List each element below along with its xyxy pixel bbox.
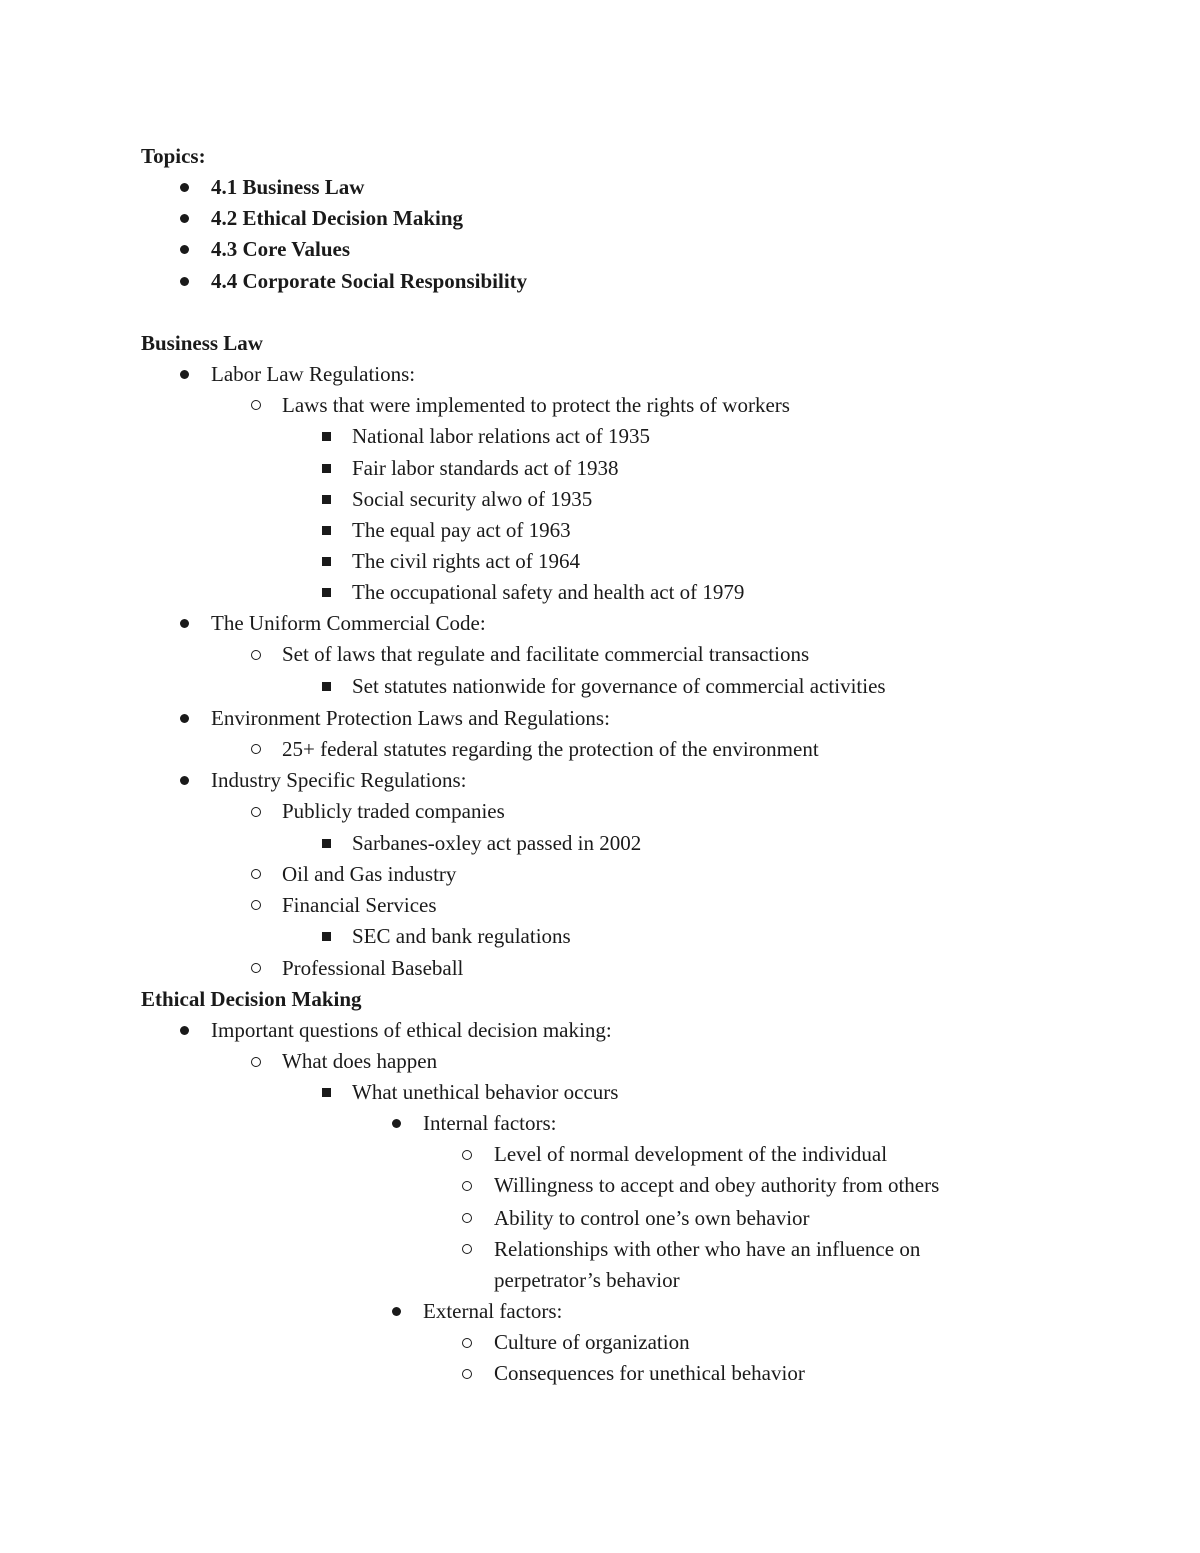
bullet-disc xyxy=(180,245,189,254)
section-heading-ethical: Ethical Decision Making xyxy=(141,987,362,1011)
bullet-square xyxy=(322,432,331,441)
bullet-disc xyxy=(392,1307,401,1316)
bullet-square xyxy=(322,588,331,597)
list-item: What does happen xyxy=(282,1049,438,1073)
list-item: The occupational safety and health act of 1979 xyxy=(352,580,745,604)
list-item: Financial Services xyxy=(282,893,437,917)
list-item: The Uniform Commercial Code: xyxy=(211,611,486,635)
bullet-circle xyxy=(462,1244,472,1254)
list-item: Consequences for unethical behavior xyxy=(494,1361,805,1385)
topic-item: 4.3 Core Values xyxy=(211,237,351,261)
list-item: Internal factors: xyxy=(423,1111,557,1135)
list-item: The civil rights act of 1964 xyxy=(352,549,581,573)
list-item: Willingness to accept and obey authority from others xyxy=(494,1173,940,1197)
list-item: Professional Baseball xyxy=(282,956,464,980)
bullet-square xyxy=(322,557,331,566)
list-item: The equal pay act of 1963 xyxy=(352,518,571,542)
bullet-disc xyxy=(180,214,189,223)
bullet-circle xyxy=(251,744,261,754)
bullet-circle xyxy=(251,963,261,973)
list-item: External factors: xyxy=(423,1299,563,1323)
bullet-square xyxy=(322,1088,331,1097)
list-item: Environment Protection Laws and Regulations: xyxy=(211,706,610,730)
list-item: SEC and bank regulations xyxy=(352,924,571,948)
list-item: What unethical behavior occurs xyxy=(352,1080,619,1104)
bullet-circle xyxy=(251,650,261,660)
list-item: Fair labor standards act of 1938 xyxy=(352,456,619,480)
bullet-square xyxy=(322,932,331,941)
list-item: 25+ federal statutes regarding the protection of the environment xyxy=(282,737,819,761)
bullet-square xyxy=(322,464,331,473)
bullet-disc xyxy=(180,1026,189,1035)
bullet-disc xyxy=(180,183,189,192)
bullet-disc xyxy=(392,1119,401,1128)
bullet-circle xyxy=(251,1057,261,1067)
bullet-disc xyxy=(180,370,189,379)
list-item: Oil and Gas industry xyxy=(282,862,457,886)
bullet-disc xyxy=(180,277,189,286)
topic-item: 4.4 Corporate Social Responsibility xyxy=(211,269,528,293)
list-item: Industry Specific Regulations: xyxy=(211,768,467,792)
list-item: Sarbanes-oxley act passed in 2002 xyxy=(352,831,642,855)
section-heading-business-law: Business Law xyxy=(141,331,263,355)
list-item-continuation: perpetrator’s behavior xyxy=(494,1268,680,1292)
bullet-circle xyxy=(462,1338,472,1348)
bullet-circle xyxy=(251,869,261,879)
bullet-circle xyxy=(251,807,261,817)
bullet-circle xyxy=(462,1213,472,1223)
list-item: Level of normal development of the individual xyxy=(494,1142,888,1166)
list-item: Labor Law Regulations: xyxy=(211,362,416,386)
list-item: National labor relations act of 1935 xyxy=(352,424,650,448)
bullet-square xyxy=(322,526,331,535)
list-item: Culture of organization xyxy=(494,1330,690,1354)
list-item: Ability to control one’s own behavior xyxy=(494,1206,810,1230)
bullet-disc xyxy=(180,776,189,785)
list-item: Set of laws that regulate and facilitate commercial transactions xyxy=(282,642,810,666)
topics-heading: Topics: xyxy=(141,144,206,168)
bullet-circle xyxy=(462,1181,472,1191)
bullet-circle xyxy=(251,900,261,910)
list-item: Publicly traded companies xyxy=(282,799,505,823)
list-item: Relationships with other who have an influence on xyxy=(494,1237,921,1261)
list-item: Set statutes nationwide for governance of commercial activities xyxy=(352,674,886,698)
bullet-circle xyxy=(462,1369,472,1379)
topic-item: 4.2 Ethical Decision Making xyxy=(211,206,464,230)
topic-item: 4.1 Business Law xyxy=(211,175,365,199)
bullet-circle xyxy=(251,400,261,410)
bullet-disc xyxy=(180,619,189,628)
list-item: Social security alwo of 1935 xyxy=(352,487,593,511)
bullet-square xyxy=(322,495,331,504)
bullet-square xyxy=(322,682,331,691)
bullet-disc xyxy=(180,714,189,723)
bullet-circle xyxy=(462,1150,472,1160)
list-item: Important questions of ethical decision making: xyxy=(211,1018,612,1042)
list-item: Laws that were implemented to protect the rights of workers xyxy=(282,393,790,417)
bullet-square xyxy=(322,839,331,848)
